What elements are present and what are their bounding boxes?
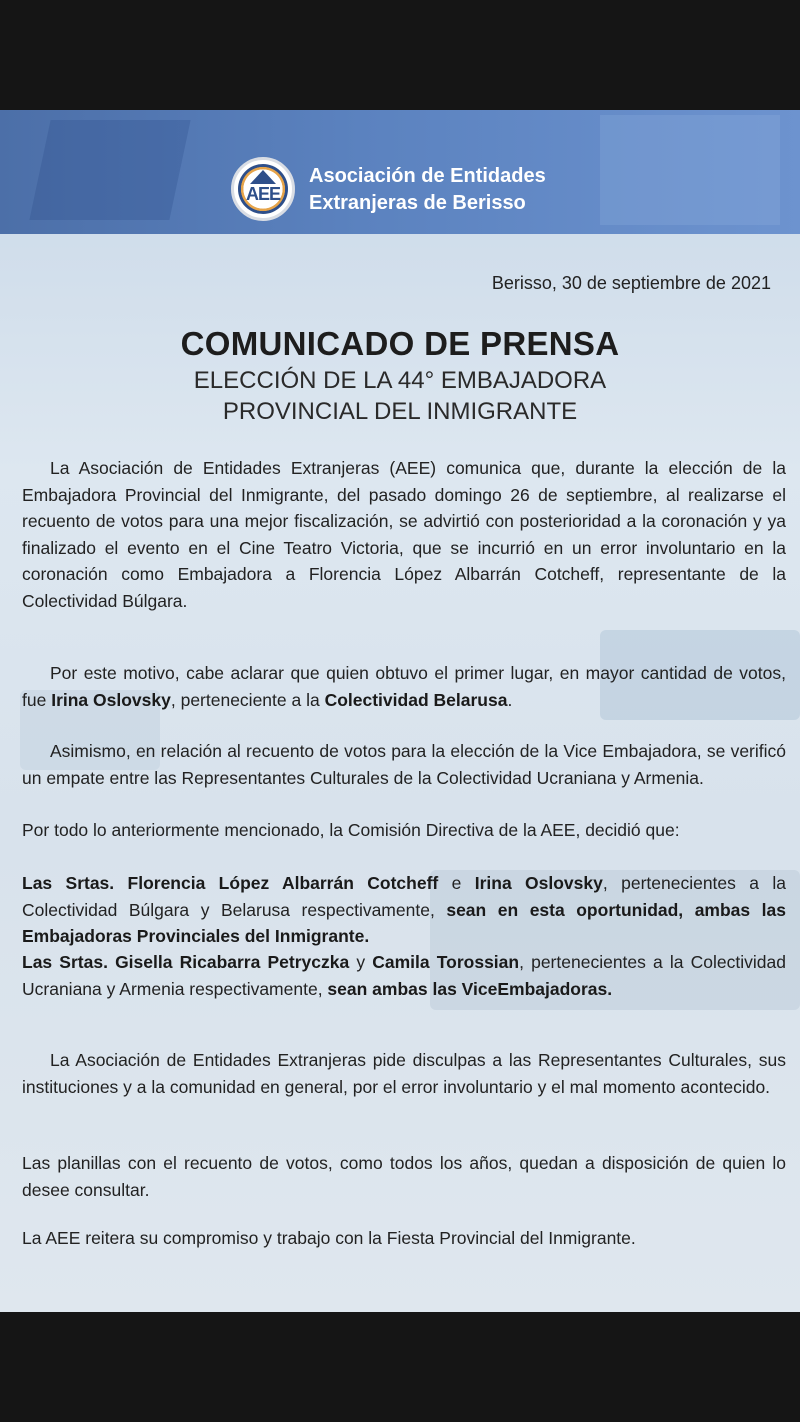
paragraph-7: La Asociación de Entidades Extranjeras pide disculpas a las Representantes Culturales, sus instituciones y a la comunidad en general, por el error involuntario y el mal momento acontecido. [22,1050,786,1097]
dateline: Berisso, 30 de septiembre de 2021 [491,273,771,293]
p2-text: Por este motivo, cabe aclarar que quien obtuvo el primer lugar, en mayor cantidad de votos, fue [22,663,786,710]
press-release-document [0,110,800,1312]
org-name-line2: Extranjeras de Berisso [309,192,526,214]
paragraph-8: Las planillas con el recuento de votos, como todos los años, quedan a disposición de quien lo desee consultar. [22,1153,786,1200]
header-flag-decoration [600,115,780,225]
p5-decision: sean en esta oportunidad, ambas las Embajadoras Provinciales del Inmigrante. [22,899,786,946]
paragraph-2 [22,660,786,713]
press-release-title: COMUNICADO DE PRENSA [180,325,620,362]
aee-logo [231,157,295,221]
organization-name [309,163,546,217]
org-name-line1: Asociación de Entidades [309,165,546,187]
paragraph-6 [22,949,786,1002]
p2-name: Irina Oslovsky [51,689,171,710]
p2-collectivity: Colectividad Belarusa [324,689,508,710]
header-banner [0,110,800,234]
p6-names: Las Srtas. Gisella Ricabarra Petryczka [22,952,350,972]
logo-letters: AEE [245,184,280,204]
paragraph-5 [22,870,786,950]
p6-decision: sean ambas las ViceEmbajadoras. [327,978,613,999]
paragraph-1: La Asociación de Entidades Extranjeras (AEE) comunica que, durante la elección de la Embajadora Provincial del Inmigrante, del pasado domingo 26 de septiembre, al realizarse el recuento de votos para una mejor fiscalización, se advirtió con posterioridad a la coronación y ya finalizado el evento en el Cine Teatro Victoria, que se incurrió en un error involuntario en la coronación como Embajadora a Florencia López Albarrán Cotcheff, representante de la Colectividad Búlgara. [22,458,786,611]
header-flag-decoration [29,120,190,220]
p2-text: , perteneciente a la [170,689,325,710]
p5-names: Las Srtas. Florencia López Albarrán Cotcheff [22,873,439,893]
p6-names: Camila Torossian [372,952,520,972]
p5-text: , pertenecientes a la Colectividad Búlgara y Belarusa respectivamente, [22,873,786,920]
p5-names: Irina Oslovsky [474,873,603,893]
paragraph-9: La AEE reitera su compromiso y trabajo con la Fiesta Provincial del Inmigrante. [22,1228,636,1248]
logo-roof-icon [250,170,276,184]
press-release-subtitle [0,365,800,427]
paragraph-3: Asimismo, en relación al recuento de votos para la elección de la Vice Embajadora, se verificó un empate entre las Representantes Culturales de la Colectividad Ucraniana y Armenia. [22,741,786,788]
paragraph-4: Por todo lo anteriormente mencionado, la Comisión Directiva de la AEE, decidió que: [22,820,680,840]
subtitle-line1: ELECCIÓN DE LA 44° EMBAJADORA [193,367,607,394]
p6-text: , pertenecientes a la Colectividad Ucraniana y Armenia respectivamente, [22,952,786,999]
p2-text: . [507,689,513,710]
p5-text: e [438,873,475,893]
p6-text: y [349,952,373,972]
subtitle-line2: PROVINCIAL DEL INMIGRANTE [222,398,578,425]
